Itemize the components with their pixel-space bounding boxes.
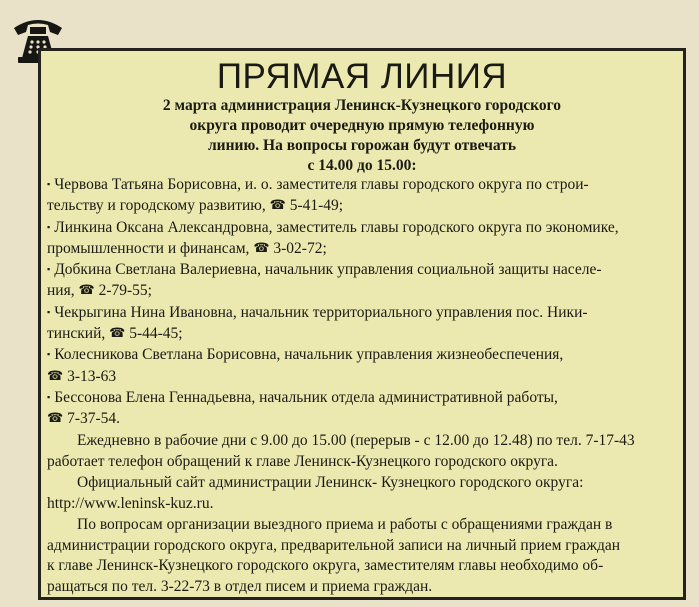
- phone-icon: ☎: [47, 410, 64, 426]
- lead-line: с 14.00 до 15.00:: [307, 157, 417, 174]
- paragraph-line: По вопросам организации выездного приема и работы с обращениями граждан в: [77, 516, 613, 533]
- official-phone: 2-79-55;: [98, 282, 152, 300]
- official-text: Чекрыгина Нина Ивановна, начальник территориального управления пос. Ники-: [54, 303, 588, 321]
- website-paragraph: [47, 473, 681, 514]
- bullet-icon: ▪: [47, 179, 51, 189]
- phone-icon: ☎: [109, 325, 126, 341]
- official-phone: 7-37-54.: [67, 410, 121, 428]
- official-text: промышленности и финансам,: [47, 239, 250, 257]
- phone-icon: ☎: [253, 239, 270, 255]
- lead-line: 2 марта администрация Ленинск-Кузнецкого городского: [162, 97, 562, 114]
- official-text: Колесникова Светлана Борисовна, начальник управления жизнеобеспечения,: [54, 346, 564, 364]
- official-phone: 3-02-72;: [273, 239, 327, 257]
- paragraph-line: к главе Ленинск-Кузнецкого городского округа, заместителям главы необходимо об-: [47, 557, 604, 574]
- official-text: Добкина Светлана Валериевна, начальник управления социальной защиты населе-: [54, 261, 602, 279]
- lead-line: линию. На вопросы горожан будут отвечать: [207, 137, 517, 154]
- paragraph-line: ращаться по тел. 3-22-73 в отдел писем и приема граждан.: [47, 577, 433, 595]
- direct-line-notice: [38, 48, 686, 600]
- official-text: Линкина Оксана Александровна, заместитель главы городского округа по экономике,: [54, 218, 619, 236]
- bullet-icon: ▪: [47, 264, 51, 275]
- official-text: Червова Татьяна Борисовна, и. о. заместителя главы городского округа по строи-: [54, 176, 589, 193]
- officials-list: [47, 174, 681, 430]
- official-text: ния,: [47, 282, 75, 300]
- phone-icon: ☎: [269, 197, 286, 213]
- phone-icon: ☎: [47, 367, 64, 383]
- phone-icon: ☎: [78, 282, 95, 298]
- lead-line: округа проводит очередную прямую телефонную: [189, 117, 535, 134]
- official-entry: [47, 344, 681, 387]
- hotline-paragraph: [47, 431, 681, 472]
- paragraph-line: администрации городского округа, предварительной записи на личный прием граждан: [47, 536, 621, 554]
- website-link[interactable]: http://www.leninsk-kuz.ru.: [47, 494, 214, 512]
- official-entry: [47, 387, 681, 430]
- bullet-icon: ▪: [47, 306, 51, 317]
- official-phone: 5-41-49;: [289, 197, 344, 215]
- official-phone: 3-13-63: [67, 367, 117, 385]
- official-entry: [47, 217, 681, 260]
- paragraph-line: Официальный сайт администрации Ленинск- Кузнецкого городского округа:: [77, 474, 584, 491]
- official-text: тельству и городскому развитию,: [47, 197, 266, 215]
- official-entry: [47, 174, 681, 217]
- notice-lead: [41, 96, 683, 176]
- official-text: тинский,: [47, 325, 106, 343]
- bullet-icon: ▪: [47, 349, 51, 360]
- official-phone: 5-44-45;: [129, 325, 183, 343]
- bullet-icon: ▪: [47, 221, 51, 232]
- official-entry: [47, 259, 681, 302]
- paragraph-line: работает телефон обращений к главе Ленинск-Кузнецкого городского округа.: [47, 452, 558, 470]
- official-entry: [47, 302, 681, 345]
- appointments-paragraph: [47, 515, 681, 597]
- official-text: Бессонова Елена Геннадьевна, начальник отдела административной работы,: [54, 388, 558, 406]
- paragraph-line: Ежедневно в рабочие дни с 9.00 до 15.00 (перерыв - с 12.00 до 12.48) по тел. 7-17-43: [77, 432, 635, 449]
- bullet-icon: ▪: [47, 391, 51, 402]
- notice-title: ПРЯМАЯ ЛИНИЯ: [216, 57, 508, 96]
